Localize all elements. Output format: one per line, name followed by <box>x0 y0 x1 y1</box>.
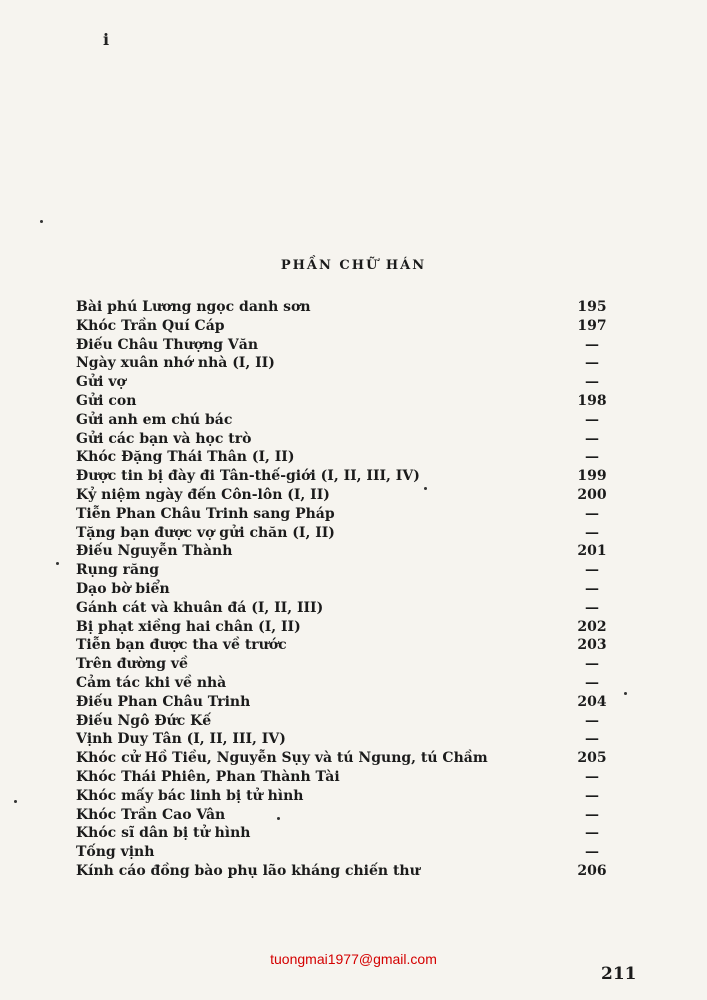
toc-entry <box>76 712 612 731</box>
toc-entry-page: — <box>585 806 599 823</box>
toc-entry-page: — <box>585 599 599 616</box>
toc-entry <box>76 636 612 655</box>
toc-entry-page: — <box>585 656 599 673</box>
toc-entry <box>76 693 612 712</box>
toc-entry-title: Bài phú Lương ngọc danh sơn <box>76 299 311 315</box>
toc-entry <box>76 599 612 618</box>
toc-entry-title: Tặng bạn được vợ gửi chăn (I, II) <box>76 524 335 541</box>
toc-entry-title: Ngày xuân nhớ nhà (I, II) <box>76 355 275 372</box>
toc-entry-title: Kính cáo đồng bào phụ lão kháng chiến thư <box>76 862 420 879</box>
toc-entry-page: — <box>585 430 599 447</box>
toc-entry <box>76 749 612 768</box>
toc-entry-title: Gửi anh em chú bác <box>76 411 233 428</box>
toc-entry-title: Gửi các bạn và học trò <box>76 430 252 447</box>
toc-entry <box>76 467 612 486</box>
toc-entry-page: — <box>585 768 599 785</box>
email-watermark: tuongmai1977@gmail.com <box>270 951 437 967</box>
toc-entry <box>76 542 612 561</box>
toc-entry <box>76 317 612 336</box>
toc-entry-title: Khóc sĩ dân bị tử hình <box>76 825 251 842</box>
toc-entry <box>76 392 612 411</box>
speck <box>40 220 43 223</box>
toc-entry-page: — <box>585 731 599 748</box>
toc-entry-title: Khóc Đặng Thái Thân (I, II) <box>76 449 295 466</box>
toc-entry-title: Khóc mấy bác linh bị tử hình <box>76 787 304 804</box>
toc-entry-title: Được tin bị đày đi Tân-thế-giới (I, II, III, IV) <box>76 468 420 485</box>
toc-entry-title: Khóc Thái Phiên, Phan Thành Tài <box>76 768 340 785</box>
speck <box>624 692 627 695</box>
toc-entry-title: Gửi vợ <box>76 374 126 391</box>
toc-entry <box>76 618 612 637</box>
speck <box>14 800 17 803</box>
toc-entry <box>76 336 612 355</box>
toc-entry-page: — <box>585 524 599 541</box>
toc-entry <box>76 430 612 449</box>
toc-entry-page: 205 <box>577 750 607 767</box>
toc-entry-page: — <box>585 505 599 522</box>
toc-entry-page: — <box>585 355 599 372</box>
toc-entry-page: 202 <box>577 618 607 635</box>
toc-entry <box>76 730 612 749</box>
toc-entry-page: — <box>585 787 599 804</box>
toc-entry <box>76 448 612 467</box>
toc-entry-page: — <box>585 712 599 729</box>
toc-entry-title: Điếu Nguyễn Thành <box>76 543 233 560</box>
toc-entry <box>76 411 612 430</box>
toc-entry-title: Rụng răng <box>76 562 160 579</box>
toc-entry-page: 199 <box>577 468 607 485</box>
toc-entry-page: — <box>585 411 599 428</box>
toc-entry-title: Điếu Châu Thượng Văn <box>76 336 259 353</box>
toc-entry-page: — <box>585 674 599 691</box>
toc-entry-title: Bị phạt xiềng hai chân (I, II) <box>76 618 301 635</box>
toc-entry <box>76 768 612 787</box>
toc-entry-title: Khóc cử Hồ Tiều, Nguyễn Sụy và tú Ngung, tú Chầm <box>76 750 488 767</box>
toc-entry-page: — <box>585 825 599 842</box>
toc-entry <box>76 486 612 505</box>
toc-entry-title: Dạo bờ biển <box>76 580 170 597</box>
toc-entry <box>76 373 612 392</box>
toc-entry-page: — <box>585 336 599 353</box>
toc-entry-page: 206 <box>577 862 607 879</box>
toc-entry-page: 203 <box>577 637 607 654</box>
toc-entry-title: Điếu Ngô Đức Kế <box>76 712 212 729</box>
toc-entry <box>76 561 612 580</box>
toc-entry-title: Điếu Phan Châu Trinh <box>76 693 251 710</box>
toc-entry-page: 201 <box>577 543 607 560</box>
toc-entry <box>76 862 612 881</box>
section-title: PHẦN CHỮ HÁN <box>280 258 427 273</box>
toc-entry-page: — <box>585 449 599 466</box>
toc-entry-title: Tiễn Phan Châu Trinh sang Pháp <box>76 505 335 522</box>
speck <box>56 562 59 565</box>
toc-entry-title: Kỷ niệm ngày đến Côn-lôn (I, II) <box>76 486 330 503</box>
toc-entry <box>76 655 612 674</box>
toc-entry <box>76 580 612 599</box>
toc-entry-title: Cảm tác khi về nhà <box>76 674 227 691</box>
toc-entry <box>76 354 612 373</box>
toc-entry-page: 200 <box>577 486 607 503</box>
toc-entry-title: Khóc Trần Quí Cáp <box>76 317 225 334</box>
toc-entry-page: 204 <box>577 693 607 710</box>
toc-entry <box>76 843 612 862</box>
toc-entry <box>76 806 612 825</box>
toc-entry-title: Gánh cát và khuân đá (I, II, III) <box>76 599 324 616</box>
toc-entry-page: — <box>585 844 599 861</box>
toc-entry-page: — <box>585 580 599 597</box>
toc-entry <box>76 505 612 524</box>
toc-entry-page: 197 <box>577 317 607 334</box>
toc-entry <box>76 824 612 843</box>
toc-entry-title: Tiễn bạn được tha về trước <box>76 637 287 654</box>
table-of-contents <box>76 298 612 881</box>
toc-entry-title: Gửi con <box>76 392 137 409</box>
toc-entry-title: Trên đường về <box>76 656 188 673</box>
corner-mark: i <box>103 30 110 49</box>
toc-entry <box>76 674 612 693</box>
toc-entry-title: Tống vịnh <box>76 844 155 861</box>
toc-entry-page: — <box>585 562 599 579</box>
toc-entry-page: 198 <box>577 392 607 409</box>
toc-entry <box>76 524 612 543</box>
toc-entry-page: 195 <box>577 299 607 315</box>
toc-entry <box>76 298 612 317</box>
toc-entry <box>76 787 612 806</box>
toc-entry-title: Khóc Trần Cao Vân <box>76 806 226 823</box>
toc-entry-title: Vịnh Duy Tân (I, II, III, IV) <box>76 731 286 748</box>
toc-entry-page: — <box>585 374 599 391</box>
page-number: 211 <box>601 964 637 984</box>
